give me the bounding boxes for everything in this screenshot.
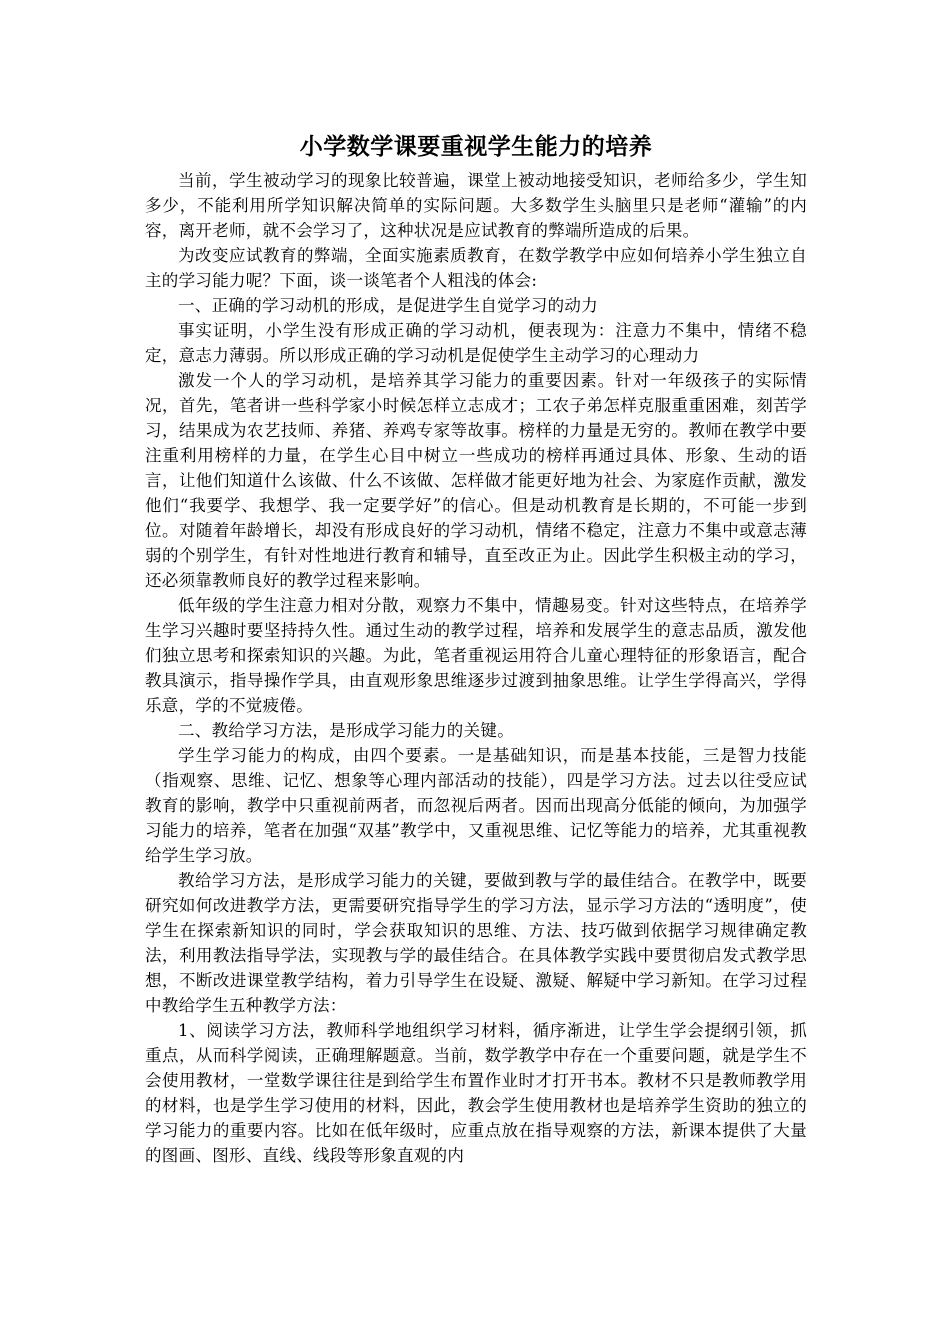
paragraph-low-grade: 低年级的学生注意力相对分散，观察力不集中，情趣易变。针对这些特点，在培养学生学习兴趣时要坚持持久性。通过生动的教学过程，培养和发展学生的意志品质，激发他们独立思考和探索知识的兴趣。为此，笔者重视运用符合儿童心理特征的形象语言，配合教具演示，指导操作学具，由直观形象思维逐步过渡到抽象思维。让学生学得高兴，学得乐意，学的不觉疲倦。 [145,596,807,715]
paragraph-reading-method: 1、阅读学习方法，教师科学地组织学习材料，循序渐进，让学生学会提纲引领，抓重点，从而科学阅读，正确理解题意。当前，数学教学中存在一个重要问题，就是学生不会使用教材，一堂数学课往往是到给学生布置作业时才打开书本。教材不只是教师教学用的材料，也是学生学习使用的材料，因此，教会学生使用教材也是培养学生资助的独立的学习能力的重要内容。比如在低年级时，应重点放在指导观察的方法，新课本提供了大量的图画、图形、直线、线段等形象直观的内 [145,1021,807,1165]
section-heading-1: 一、正确的学习动机的形成，是促进学生自觉学习的动力 [178,296,598,315]
section-heading-2: 二、教给学习方法，是形成学习能力的关键。 [178,721,514,740]
document-page [145,130,807,1168]
paragraph-question: 为改变应试教育的弊端，全面实施素质教育，在数学教学中应如何培养小学生独立自主的学习能力呢？下面，谈一谈笔者个人粗浅的体会: [145,246,807,290]
paragraph-teaching-methods: 教给学习方法，是形成学习能力的关键，要做到教与学的最佳结合。在教学中，既要研究如何改进教学方法，更需要研究指导学生的学习方法，显示学习方法的“透明度”，使学生在探索新知识的同时，学会获取知识的思维、方法、技巧做到依据学习规律确定教法，利用教法指导学法，实现教与学的最佳结合。在具体教学实践中要贯彻启发式教学思想，不断改进课堂教学结构，着力引导学生在设疑、激疑、解疑中学习新知。在学习过程中教给学生五种教学方法： [145,871,807,1015]
paragraph-ability-elements: 学生学习能力的构成，由四个要素。一是基础知识，而是基本技能，三是智力技能（指观察、思维、记忆、想象等心理内部活动的技能），四是学习方法。过去以往受应试教育的影响，教学中只重视前两者，而忽视后两者。因而出现高分低能的倾向，为加强学习能力的培养，笔者在加强“双基”教学中，又重视思维、记忆等能力的培养，尤其重视教给学生学习放。 [145,746,807,865]
document-title: 小学数学课要重视学生能力的培养 [299,133,653,160]
paragraph-motivation-example: 激发一个人的学习动机，是培养其学习能力的重要因素。针对一年级孩子的实际情况，首先，笔者讲一些科学家小时候怎样立志成才；工农子弟怎样克服重重困难，刻苦学习，结果成为农艺技师、养猪、养鸡专家等故事。榜样的力量是无穷的。教师在教学中要注重利用榜样的力量，在学生心目中树立一些成功的榜样再通过具体、形象、生动的语言，让他们知道什么该做、什么不该做、怎样做才能更好地为社会、为家庭作贡献，激发他们“我要学、我想学、我一定要学好”的信心。但是动机教育是长期的，不可能一步到位。对随着年龄增长，却没有形成良好的学习动机，情绪不稳定，注意力不集中或意志薄弱的个别学生，有针对性地进行教育和辅导，直至改正为止。因此学生积极主动的学习，还必须靠教师良好的教学过程来影响。 [145,371,807,590]
paragraph-motivation-fact: 事实证明，小学生没有形成正确的学习动机，便表现为：注意力不集中，情绪不稳定，意志力薄弱。所以形成正确的学习动机是促使学生主动学习的心理动力 [145,321,807,365]
paragraph-intro: 当前，学生被动学习的现象比较普遍，课堂上被动地接受知识，老师给多少，学生知多少，不能利用所学知识解决简单的实际问题。大多数学生头脑里只是老师“灌输”的内容，离开老师，就不会学习了，这种状况是应试教育的弊端所造成的后果。 [145,171,807,240]
